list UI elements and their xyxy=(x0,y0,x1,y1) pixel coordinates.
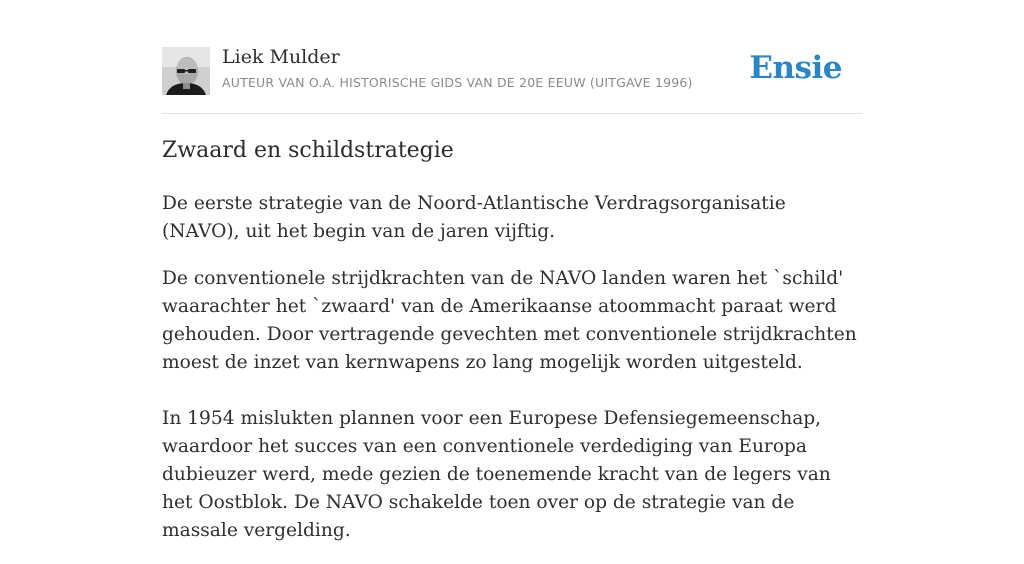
article-container xyxy=(162,0,862,541)
article-paragraph: De conventionele strijdkrachten van de NAVO landen waren het `schild' waarachter het `zwaard' van de Amerikaanse atoommacht paraat werd gehouden. Door vertragende gevechten met conventionele strijdkrachten moest de inzet van kernwapens zo lang mogelijk worden uitgesteld. xyxy=(162,268,857,373)
article-paragraph: In 1954 mislukten plannen voor een Europese Defensiegemeenschap, waardoor het succes van een conventionele verdediging van Europa dubieuzer werd, mede gezien de toenemende kracht van de legers van het Oostblok. De NAVO schakelde toen over op de strategie van de massale vergelding. xyxy=(162,408,831,541)
article-title: Zwaard en schildstrategie xyxy=(162,138,454,163)
article-body xyxy=(162,190,864,564)
author-subtitle: AUTEUR VAN O.A. HISTORISCHE GIDS VAN DE 20E EEUW (UITGAVE 1996) xyxy=(222,75,693,90)
author-photo xyxy=(162,47,210,95)
author-name[interactable]: Liek Mulder xyxy=(222,46,340,68)
article-paragraph: De eerste strategie van de Noord-Atlantische Verdragsorganisatie (NAVO), uit het begin van de jaren vijftig. xyxy=(162,193,786,242)
author-avatar[interactable] xyxy=(162,47,210,95)
paragraph-spacer xyxy=(162,396,864,405)
ensie-logo[interactable]: Ensie xyxy=(749,50,842,86)
author-header xyxy=(162,0,862,114)
